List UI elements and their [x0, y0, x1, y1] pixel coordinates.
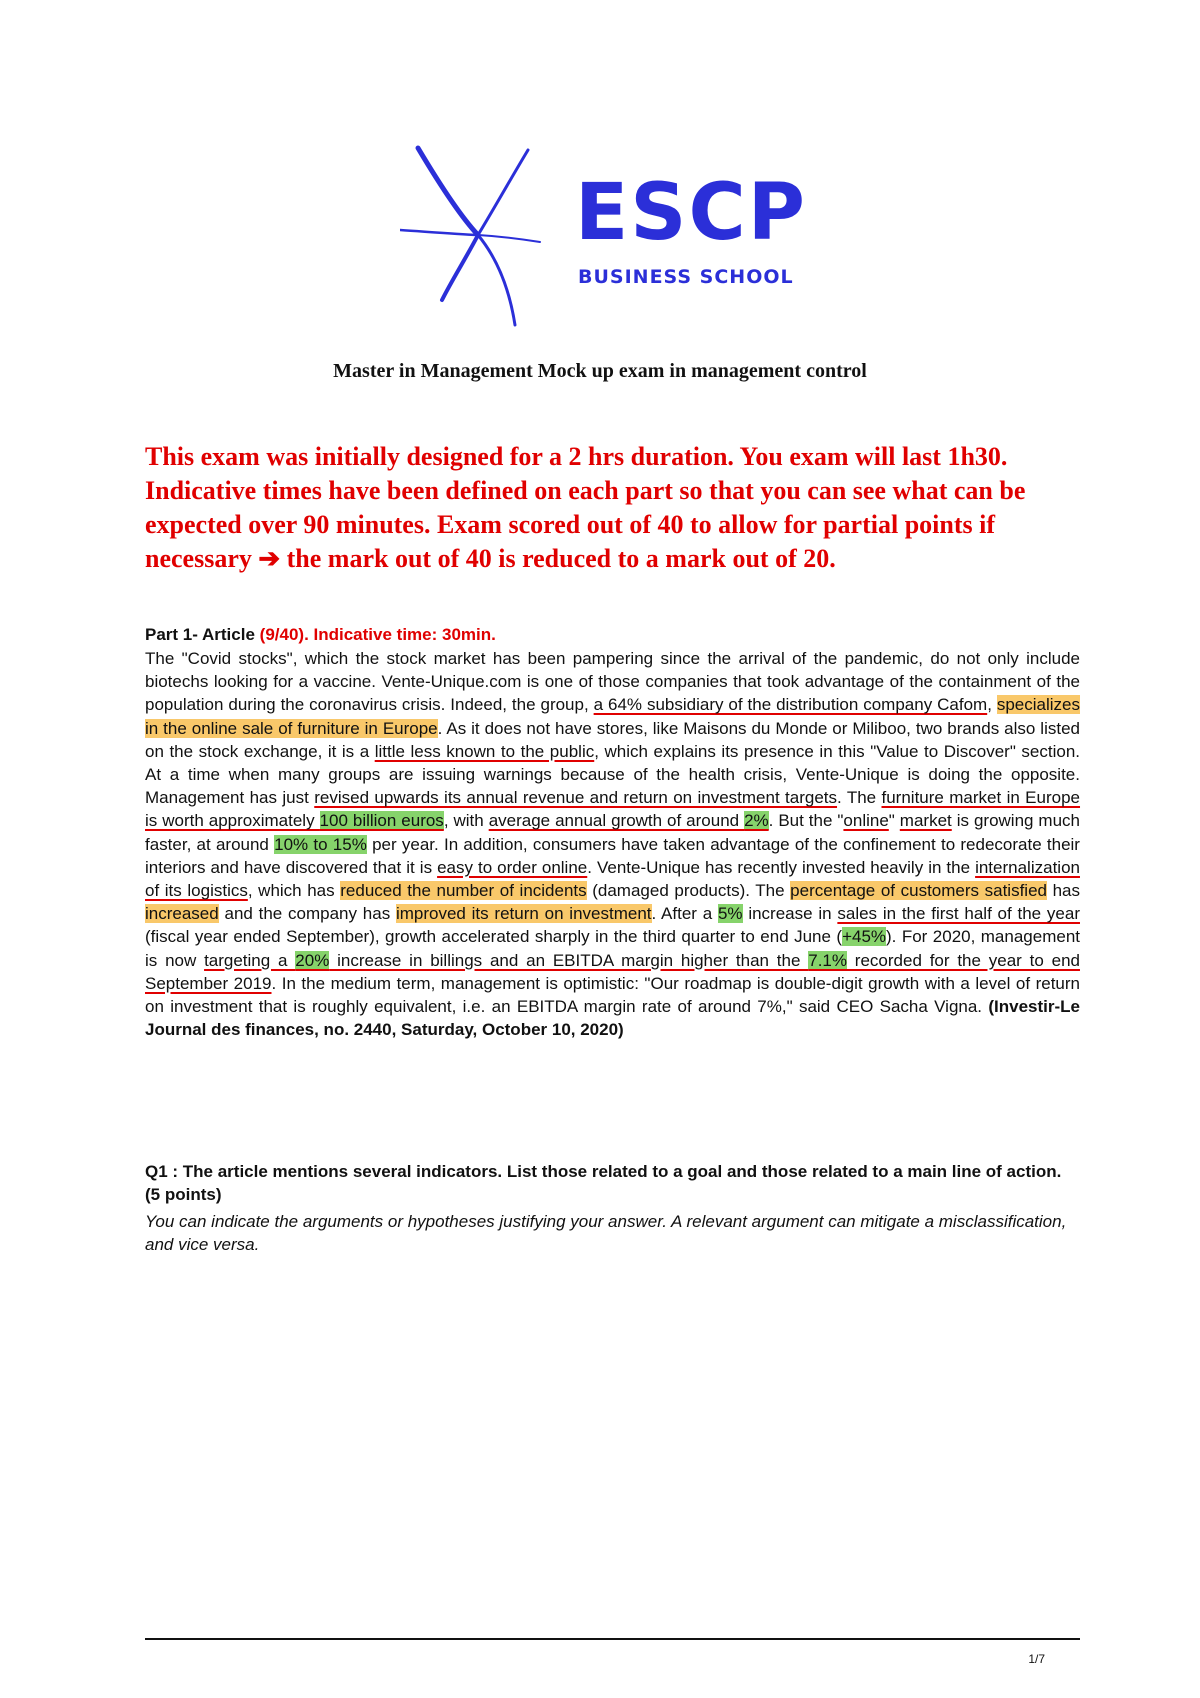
- article-text: [145, 647, 1080, 1041]
- article-segment: ": [888, 811, 900, 831]
- highlighted-figure: 10% to 15%: [274, 834, 367, 854]
- article-segment: and the company has: [218, 904, 396, 924]
- article-segment: is growing much faster, at around: [145, 811, 1081, 854]
- underlined-phrase: internalization of its logistics: [145, 857, 1080, 901]
- underlined-phrase: little less known to the public: [374, 741, 595, 761]
- escp-star-icon: [400, 140, 570, 330]
- underlined-phrase: easy to order online: [437, 857, 588, 877]
- question-1-note: You can indicate the arguments or hypotheses justifying your answer. A relevant argument can mitigate a misclassification, and vice versa.: [145, 1212, 1067, 1254]
- exam-notice: This exam was initially designed for a 2 hrs duration. You exam will last 1h30. Indicative times have been defined on each part so that you can see what can be expected over 90 minutes. Exam scored out of 40 to allow for partial points if necessary ➔ the mark out of 40 is reduced to a mark out of 20.: [145, 442, 1026, 573]
- highlighted-phrase: percentage of customers satisfied: [790, 881, 1047, 901]
- article-segment: . After a: [651, 904, 718, 924]
- article-segment: . As it does not have stores, like Maisons du Monde or Miliboo, two brands also listed on the stock exchange, it is a: [145, 718, 1080, 761]
- article-segment: has: [1047, 881, 1081, 901]
- highlighted-phrase: reduced the number of incidents: [340, 881, 587, 901]
- underlined-phrase: market: [899, 811, 952, 831]
- underlined-phrase: recorded for the year to end September 2019: [145, 950, 1080, 993]
- article-segment: , with: [443, 811, 489, 831]
- underlined-phrase: increase in billings and an EBITDA margin higher than the: [329, 950, 809, 970]
- highlighted-figure: 5%: [717, 904, 743, 924]
- underlined-phrase: online: [843, 811, 889, 831]
- underlined-phrase: revised upwards its annual revenue and return on investment targets: [314, 788, 838, 808]
- logo-wordmark: ESCP: [575, 168, 807, 258]
- question-1: Q1 : The article mentions several indicators. List those related to a goal and those related to a main line of action. (5 points): [145, 1162, 1062, 1204]
- highlighted-figure: 20%: [295, 950, 330, 970]
- part1-points-time: (9/40). Indicative time: 30min.: [259, 625, 496, 644]
- underlined-phrase: sales in the first half of the year: [837, 904, 1080, 924]
- highlighted-figure: +45%: [842, 927, 887, 947]
- page-number: 1/7: [1028, 1652, 1045, 1666]
- exam-title: Master in Management Mock up exam in management control: [333, 360, 867, 382]
- highlighted-figure: 100 billion euros: [319, 811, 444, 831]
- article-segment: . Vente-Unique has recently invested heavily in the: [587, 857, 976, 877]
- article-segment: (fiscal year ended September), growth accelerated sharply in the third quarter to end June (: [145, 927, 843, 947]
- article-segment: ). For 2020, management is now: [145, 927, 1080, 970]
- part1-heading: [145, 625, 496, 645]
- article-source: (Investir-Le Journal des finances, no. 2440, Saturday, October 10, 2020): [145, 997, 1080, 1040]
- logo-subtitle: BUSINESS SCHOOL: [578, 266, 794, 288]
- article-segment: (damaged products). The: [586, 881, 791, 901]
- highlighted-phrase: increased: [145, 904, 219, 924]
- underlined-phrase: furniture market in Europe is worth approximately: [145, 788, 1081, 831]
- underlined-phrase: targeting a: [204, 950, 296, 970]
- part1-label: Part 1- Article: [145, 625, 255, 644]
- underlined-phrase: a 64% subsidiary of the distribution company Cafom: [593, 695, 988, 715]
- article-segment: per year. In addition, consumers have taken advantage of the confinement to redecorate their interiors and have discovered that it is: [145, 834, 1080, 877]
- article-segment: increase in: [742, 904, 838, 924]
- underlined-phrase: average annual growth of around: [488, 811, 745, 831]
- footer-divider: [145, 1638, 1080, 1640]
- highlighted-figure: 2%: [744, 811, 769, 831]
- highlighted-phrase: improved its return on investment: [395, 904, 652, 924]
- escp-logo: [400, 140, 820, 330]
- article-segment: , which has: [247, 881, 341, 901]
- article-segment: . But the ": [768, 811, 844, 831]
- article-segment: ,: [987, 695, 997, 715]
- article-segment: . The: [837, 788, 882, 808]
- article-segment: The "Covid stocks", which the stock market has been pampering since the arrival of the pandemic, do not only include biotechs looking for a vaccine. Vente-Unique.com is one of those companies that took advantage of the containment of the population during the coronavirus crisis. Indeed, the group,: [145, 649, 1080, 715]
- highlighted-figure: 7.1%: [808, 950, 847, 970]
- article-segment: . In the medium term, management is optimistic: "Our roadmap is double-digit growth with a level of return on investment that is roughly equivalent, i.e. an EBITDA margin rate of around 7%," said CEO Sacha Vigna.: [145, 973, 1080, 1017]
- highlighted-phrase: specializes in the online sale of furniture in Europe: [145, 695, 1080, 738]
- article-segment: , which explains its presence in this "Value to Discover" section. At a time when many groups are issuing warnings because of the health crisis, Vente-Unique is doing the opposite. Management has just: [145, 741, 1080, 808]
